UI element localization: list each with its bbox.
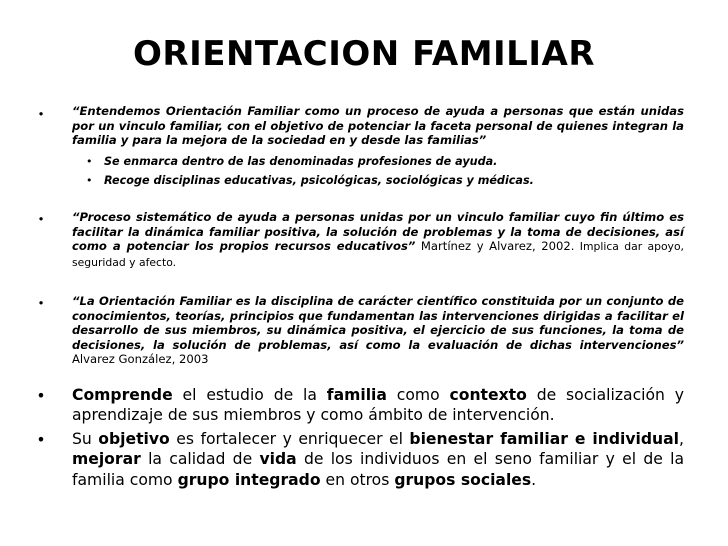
sub-bullet-2: Recoge disciplinas educativas, psicológicas, sociológicas y médicas. xyxy=(104,174,534,187)
text-run: es fortalecer y enriquecer el xyxy=(169,430,410,448)
bullet-3-quote: “La Orientación Familiar es la disciplina de carácter científico constituida por un conjunto de conocimientos, teorías, principios que fundamentan las intervenciones dirigidas a facilitar el desarrollo de sus miembros, su dinámica positiva, el ejercicio de sus funciones, la toma de decisiones, la solución de problemas, así como la evaluación de dichas intervenciones” xyxy=(72,294,684,352)
text-run: . xyxy=(531,470,537,489)
bullet-dot: • xyxy=(37,296,45,310)
bullet-dot: • xyxy=(37,212,45,226)
bullet-2-note: Implica dar apoyo, seguridad y afecto. xyxy=(72,240,684,269)
sub-bullet-1: Se enmarca dentro de las denominadas profesiones de ayuda. xyxy=(104,155,498,168)
text-run: la calidad de xyxy=(140,450,260,469)
bullet-dot: • xyxy=(37,107,45,121)
bullet-dot: • xyxy=(36,387,46,405)
keyword: familia xyxy=(326,386,387,404)
keyword: vida xyxy=(259,450,297,469)
text-run: , xyxy=(679,430,684,448)
bullet-5-text xyxy=(72,429,684,490)
keyword: objetivo xyxy=(98,430,170,448)
keyword: Comprende xyxy=(72,386,173,404)
text-run: Su xyxy=(72,430,99,448)
text-run: el estudio de la xyxy=(172,386,327,404)
text-run: en otros xyxy=(320,470,395,489)
bullet-4-text xyxy=(72,385,684,426)
keyword: grupo integrado xyxy=(177,470,321,489)
bullet-dot: • xyxy=(36,431,46,449)
sub-bullet-dot: • xyxy=(86,155,93,168)
bullet-2-author: Martínez y Alvarez, 2002. xyxy=(415,239,575,254)
keyword: bienestar familiar e individual xyxy=(409,430,680,448)
text-run: de socialización y aprendizaje de sus miembros y como ámbito de intervención. xyxy=(72,386,684,425)
text-run: de los individuos en el seno familiar y el de la familia como xyxy=(72,450,685,489)
bullet-2-text xyxy=(72,210,684,270)
text-run: como xyxy=(386,386,450,404)
bullet-1-text: “Entendemos Orientación Familiar como un proceso de ayuda a personas que están unidas por un vinculo familiar, con el objetivo de potenciar la faceta personal de quienes integran la familia y para la mejora de la sociedad en y desde las familias” xyxy=(72,104,684,148)
keyword: grupos sociales xyxy=(394,470,532,489)
keyword: mejorar xyxy=(72,450,141,469)
sub-bullet-dot: • xyxy=(86,174,93,187)
bullet-3-author: Alvarez González, 2003 xyxy=(72,352,209,367)
slide-title: ORIENTACION FAMILIAR xyxy=(132,34,595,74)
bullet-2-quote: “Proceso sistemático de ayuda a personas unidas por un vinculo familiar cuyo fin último es facilitar la dinámica familiar positiva, la solución de problemas y la toma de decisiones, así como a potenciar los propios recursos educativos” xyxy=(72,210,684,254)
keyword: contexto xyxy=(449,386,527,404)
bullet-3-text xyxy=(72,294,684,367)
